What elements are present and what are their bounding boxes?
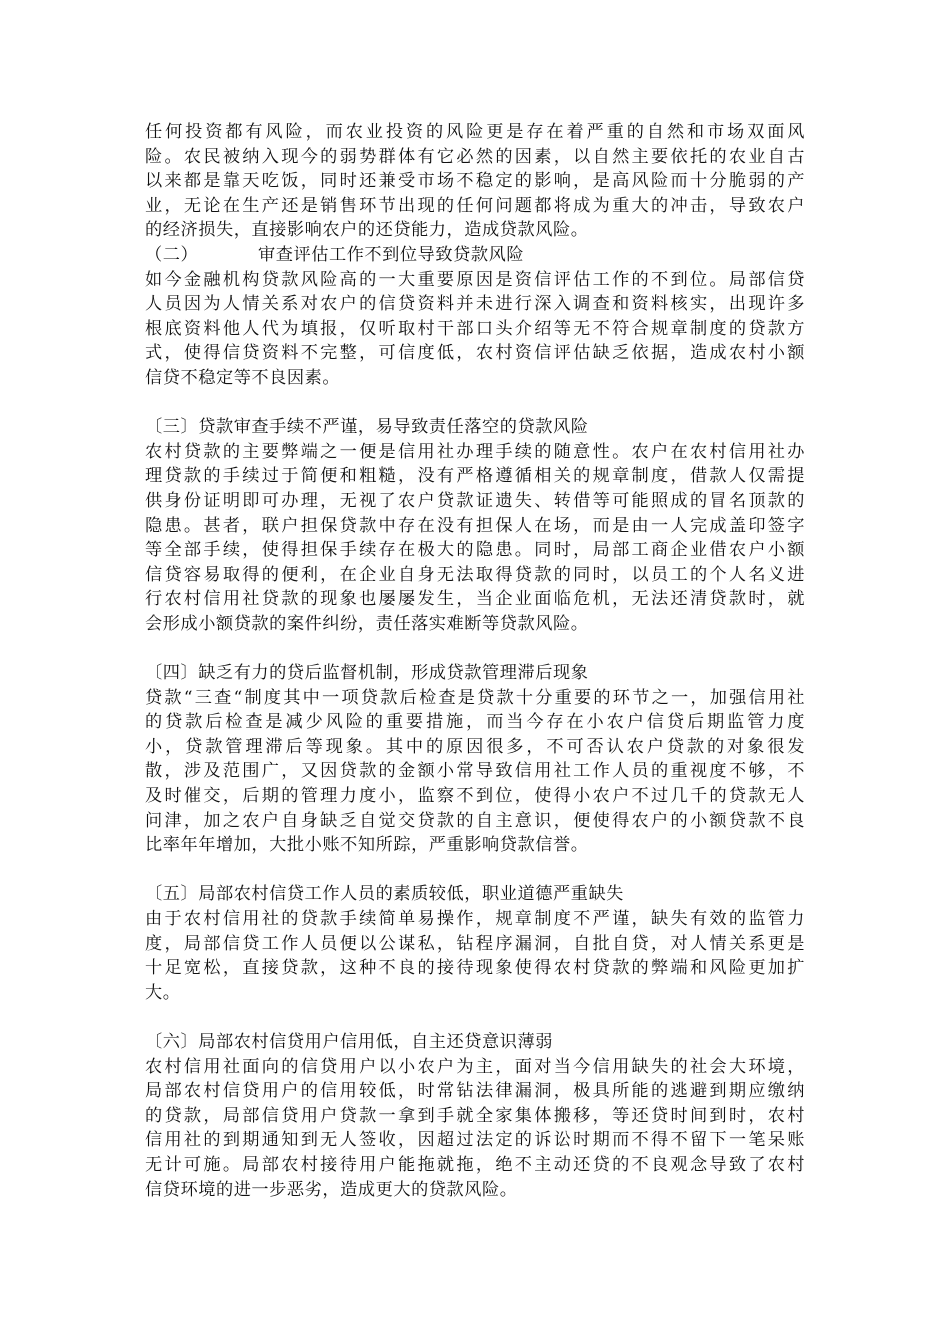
text-line: 信用社的到期通知到无人签收，因超过法定的诉讼时期而不得不留下一笔呆账: [145, 1130, 805, 1151]
text-line: 农村信用社面向的信贷用户以小农户为主，面对当今信用缺失的社会大环境，: [145, 1056, 805, 1077]
text-line: 业，无论在生产还是销售环节出现的任何问题都将成为重大的冲击，导致农户: [145, 195, 805, 216]
text-line: 信贷不稳定等不良因素。: [145, 367, 341, 388]
section-title: 审查评估工作不到位导致贷款风险: [258, 244, 525, 265]
text-line: 信贷环境的进一步恶劣，造成更大的贷款风险。: [145, 1179, 518, 1200]
text-line: 及时催交，后期的管理力度小，监察不到位，使得小农户不过几千的贷款无人: [145, 786, 805, 807]
text-line: 险。农民被纳入现今的弱势群体有它必然的因素，以自然主要依托的农业自古: [145, 146, 805, 167]
text-line: 人员因为人情关系对农户的信贷资料并未进行深入调查和资料核实，出现许多: [145, 294, 805, 315]
paragraph-spacer: [145, 1005, 805, 1030]
text-line: 无计可施。局部农村接待用户能拖就拖，绝不主动还贷的不良观念导致了农村: [145, 1154, 805, 1175]
text-line: 理贷款的手续过于简便和粗糙，没有严格遵循相关的规章制度，借款人仅需提: [145, 466, 805, 487]
text-line: 以来都是靠天吃饭，同时还兼受市场不稳定的影响，是高风险而十分脆弱的产: [145, 171, 805, 192]
text-line: 信贷容易取得的便利，在企业自身无法取得贷款的同时，以员工的个人名义进: [145, 564, 805, 585]
text-line: 比率年年增加，大批小账不知所踪，严重影响贷款信誉。: [145, 835, 589, 856]
section-heading-4: 〔四〕缺乏有力的贷后监督机制，形成贷款管理滞后现象: [145, 663, 589, 684]
paragraph-borrower-credit: [145, 1055, 805, 1203]
paragraph-spacer: [145, 391, 805, 416]
text-line: 由于农村信用社的贷款手续简单易操作，规章制度不严谨，缺失有效的监管力: [145, 909, 805, 929]
section-number: （二）: [145, 244, 199, 265]
text-line: 会形成小额贷款的案件纠纷，责任落实难断等贷款风险。: [145, 613, 589, 634]
text-line: 问津，加之农户自身缺乏自觉交贷款的自主意识，便使得农户的小额贷款不良: [145, 810, 805, 831]
section-heading-3: 〔三〕贷款审查手续不严谨，易导致责任落空的贷款风险: [145, 417, 589, 438]
document-page: [145, 120, 805, 1202]
text-line: 等全部手续，使得担保手续存在极大的隐患。同时，局部工商企业借农户小额: [145, 540, 805, 561]
section-heading-2: [145, 243, 805, 268]
section-heading-6: 〔六〕局部农村信贷用户信用低，自主还贷意识薄弱: [145, 1031, 553, 1052]
text-line: 行农村信用社贷款的现象也屡屡发生，当企业面临危机，无法还清贷款时，就: [145, 589, 805, 610]
text-line: 根底资料他人代为填报，仅听取村干部口头介绍等无不符合规章制度的贷款方: [145, 318, 805, 339]
text-line: 度，局部信贷工作人员便以公谋私，钻程序漏洞，自批自贷，对人情关系更是: [145, 933, 805, 954]
paragraph-spacer: [145, 636, 805, 661]
paragraph-staff-quality: [145, 907, 805, 1005]
text-line: 任何投资都有风险，而农业投资的风险更是存在着严重的自然和市场双面风: [145, 122, 805, 142]
paragraph-loan-procedures: [145, 440, 805, 637]
paragraph-spacer: [145, 858, 805, 883]
text-line: 农村贷款的主要弊端之一便是信用社办理手续的随意性。农户在农村信用社办: [145, 441, 805, 462]
text-line: 局部农村信贷用户的信用较低，时常钻法律漏洞，极具所能的逃避到期应缴纳: [145, 1081, 805, 1102]
text-line: 的贷款，局部信贷用户贷款一拿到手就全家集体搬移，等还贷时间到时，农村: [145, 1105, 805, 1126]
text-line: 十足宽松，直接贷款，这种不良的接待现象使得农村贷款的弊端和风险更加扩: [145, 958, 805, 979]
text-line: 式，使得信贷资料不完整，可信度低，农村资信评估缺乏依据，造成农村小额: [145, 343, 805, 364]
text-line: 供身份证明即可办理，无视了农户贷款证遗失、转借等可能照成的冒名顶款的: [145, 490, 805, 511]
text-line: 如今金融机构贷款风险高的一大重要原因是资信评估工作的不到位。局部信贷: [145, 269, 805, 290]
text-line: 的经济损失，直接影响农户的还贷能力，造成贷款风险。: [145, 220, 589, 241]
paragraph-post-loan-supervision: [145, 686, 805, 858]
section-heading-5: 〔五〕局部农村信贷工作人员的素质较低，职业道德严重缺失: [145, 884, 624, 905]
text-line: 散，涉及范围广，又因贷款的金额小常导致信用社工作人员的重视度不够，不: [145, 761, 805, 782]
text-line: 的贷款后检查是减少风险的重要措施，而当今存在小农户信贷后期监管力度: [145, 712, 805, 733]
text-line: 大。: [145, 982, 181, 1003]
text-line: 隐患。甚者，联户担保贷款中存在没有担保人在场，而是由一人完成盖印签字: [145, 515, 805, 536]
paragraph-credit-assessment: [145, 268, 805, 391]
paragraph-natural-market-risk: [145, 120, 805, 243]
text-line: 小，贷款管理滞后等现象。其中的原因很多，不可否认农户贷款的对象很发: [145, 736, 805, 757]
text-line: 贷款“三查“制度其中一项贷款后检查是贷款十分重要的环节之一，加强信用社: [145, 687, 805, 708]
